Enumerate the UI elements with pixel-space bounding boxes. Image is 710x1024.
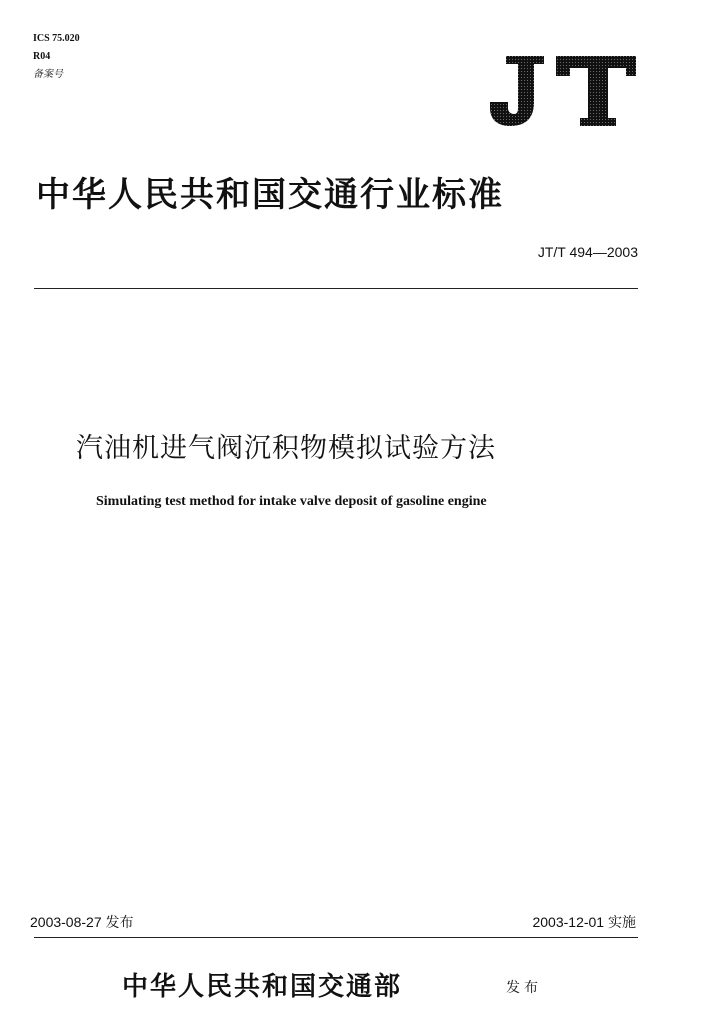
ccs-code: R04 xyxy=(33,51,51,62)
standard-number: JT/T 494—2003 xyxy=(537,244,638,260)
document-title-english: Simulating test method for intake valve deposit of gasoline engine xyxy=(96,494,487,509)
filing-number-label: 备案号 xyxy=(33,69,63,80)
effective-date: 2003-12-01 实施 xyxy=(532,914,636,930)
document-metadata xyxy=(33,30,80,84)
document-title-chinese: 汽油机进气阀沉积物模拟试验方法 xyxy=(76,433,496,464)
issue-label: 发布 xyxy=(506,980,542,996)
footer-divider xyxy=(34,937,638,938)
publish-date: 2003-08-27 发布 xyxy=(30,914,134,930)
jt-logo-icon xyxy=(488,50,638,130)
header-divider xyxy=(34,288,638,289)
ics-code: ICS 75.020 xyxy=(33,33,80,44)
standard-title: 中华人民共和国交通行业标准 xyxy=(36,175,504,215)
issuing-authority: 中华人民共和国交通部 xyxy=(122,972,403,1002)
